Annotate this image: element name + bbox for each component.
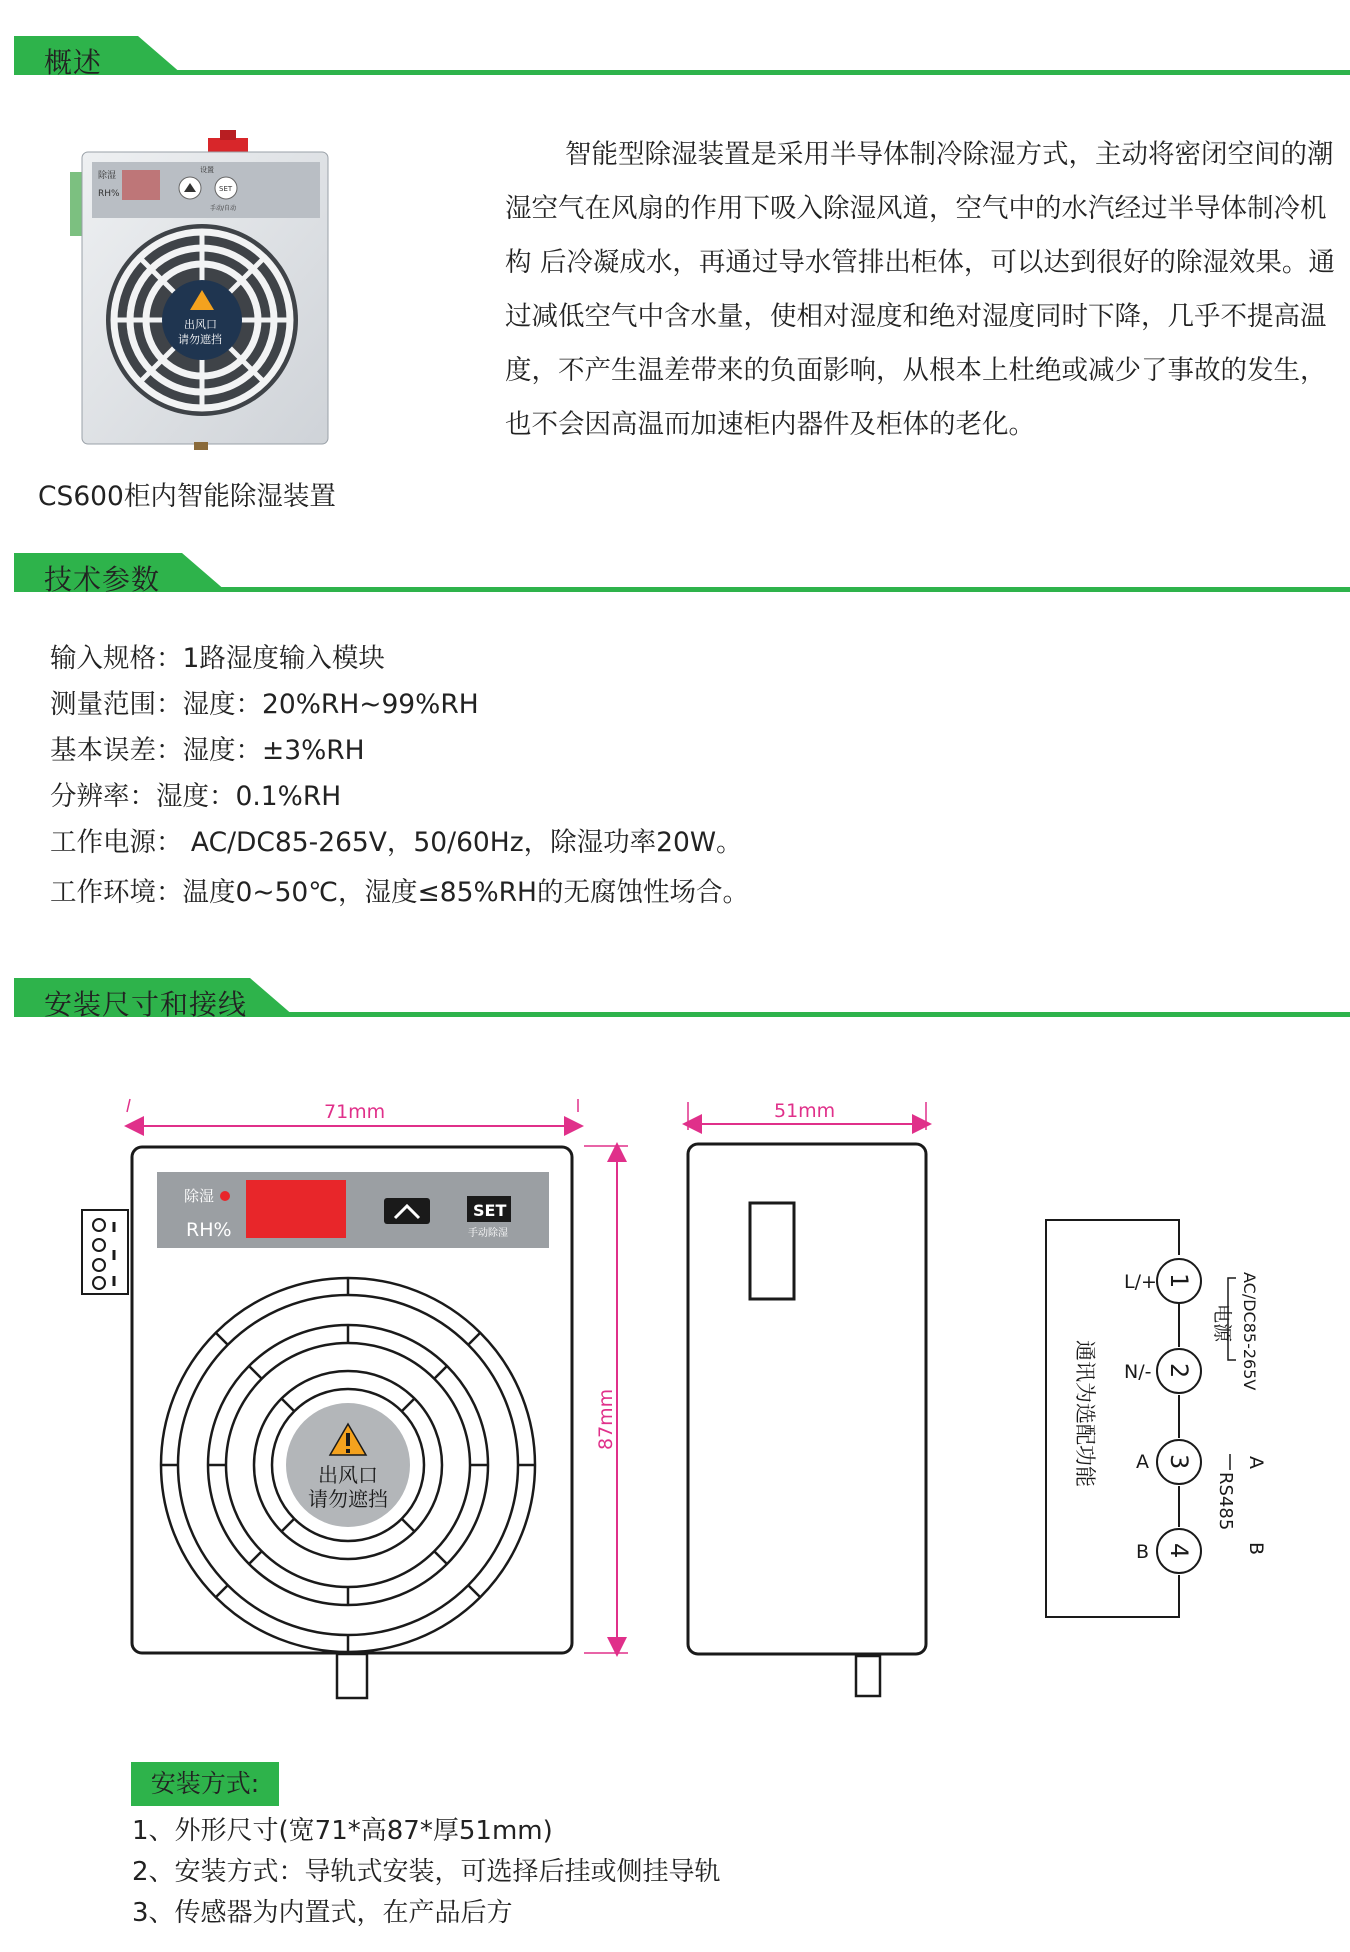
section-header-install [0, 974, 1350, 1024]
spec-row: 测量范围：湿度：20%RH~99%RH [50, 689, 479, 720]
front-width-label: 71mm [324, 1101, 386, 1123]
spec-row: 基本误差：湿度：±3%RH [50, 735, 365, 766]
rs485-a-label: A [1245, 1456, 1267, 1469]
technical-drawing [0, 1080, 1350, 1760]
section-header-overview [0, 32, 1350, 82]
up-button [384, 1198, 430, 1224]
section-title: 安装尺寸和接线 [44, 988, 248, 1021]
side-width-label: 51mm [774, 1100, 836, 1122]
spec-row: 输入规格：1路湿度输入模块 [50, 643, 385, 674]
side-view-body [688, 1144, 926, 1654]
set-button-label: SET [473, 1201, 507, 1220]
overview-paragraph: 智能型除湿装置是采用半导体制冷除湿方式，主动将密闭空间的潮湿空气在风扇的作用下吸入除湿风道，空气中的水汽经过半导体制冷机构 后冷凝成水，再通过导水管排出柜体，可以达到很好的除湿效果。通过减低空气中含水量，使相对湿度和绝对湿度同时下降，几乎不提高温度，不产生温差带来的负面影响，从根本上杜绝或减少了事故的发生，也不会因高温而加速柜内器件及柜体的老化。 [505, 139, 1335, 440]
panel-label-rh: RH% [186, 1219, 232, 1241]
photo-label-outlet: 出风口 [184, 318, 217, 331]
install-item: 3、传感器为内置式，在产品后方 [132, 1898, 513, 1928]
photo-label-rh: RH% [98, 189, 120, 199]
front-height-label: 87mm [595, 1388, 617, 1450]
outlet-warning-label: 请勿遮挡 [308, 1487, 388, 1511]
spec-list [50, 636, 749, 916]
terminal-4-label: 4 [1165, 1543, 1193, 1559]
power-label: 电源 [1211, 1304, 1233, 1343]
install-item: 1、外形尺寸(宽71*高87*厚51mm) [132, 1816, 553, 1846]
red-display [246, 1180, 346, 1238]
comm-note-label: 通讯为选配功能 [1073, 1340, 1097, 1487]
side-drain-stub [856, 1656, 880, 1696]
technical-drawing-svg [0, 1080, 1350, 1760]
front-drain-stub [337, 1654, 367, 1698]
photo-label-manual: 手动/自动 [210, 205, 237, 212]
spec-row: 工作电源： AC/DC85-265V，50/60Hz，除湿功率20W。 [50, 827, 743, 858]
panel-label-dehumid: 除湿 [184, 1187, 215, 1205]
rs485-label: RS485 [1215, 1472, 1236, 1531]
section-title: 概述 [44, 46, 103, 79]
wire-label-b: B [1136, 1541, 1150, 1563]
wire-label-l: L/+ [1124, 1271, 1157, 1293]
spec-row: 分辨率：湿度：0.1%RH [50, 781, 342, 812]
wire-label-n: N/- [1124, 1361, 1152, 1383]
photo-label-set: SET [219, 185, 233, 193]
side-view-window [750, 1203, 794, 1299]
status-led [220, 1191, 230, 1201]
product-photo [70, 130, 340, 450]
rs485-b-label: B [1245, 1542, 1267, 1556]
section-header-specs [0, 549, 1350, 599]
section-header-bar [0, 32, 1350, 82]
install-item: 2、安装方式：导轨式安装，可选择后挂或侧挂导轨 [132, 1857, 721, 1887]
photo-label-no-block: 请勿遮挡 [178, 333, 222, 346]
section-title: 技术参数 [44, 563, 161, 596]
photo-label-dehumid: 除湿 [98, 171, 117, 181]
section-header-bar [0, 549, 1350, 599]
spec-row: 工作环境：温度0~50℃，湿度≤85%RH的无腐蚀性场合。 [50, 877, 749, 908]
wire-label-a: A [1136, 1451, 1149, 1473]
terminal-1-label: 1 [1165, 1273, 1193, 1289]
power-spec-label: AC/DC85-265V [1240, 1272, 1259, 1391]
terminal-3-label: 3 [1165, 1454, 1193, 1470]
install-list [132, 1811, 721, 1934]
terminal-2-label: 2 [1165, 1363, 1193, 1379]
outlet-label: 出风口 [318, 1463, 378, 1487]
panel-label-manual: 手动除湿 [468, 1228, 508, 1239]
product-caption: CS600柜内智能除湿装置 [38, 481, 336, 512]
photo-label-setting: 设置 [200, 166, 214, 174]
install-method-tag: 安装方式: [131, 1762, 279, 1806]
product-photo-image [70, 130, 340, 450]
